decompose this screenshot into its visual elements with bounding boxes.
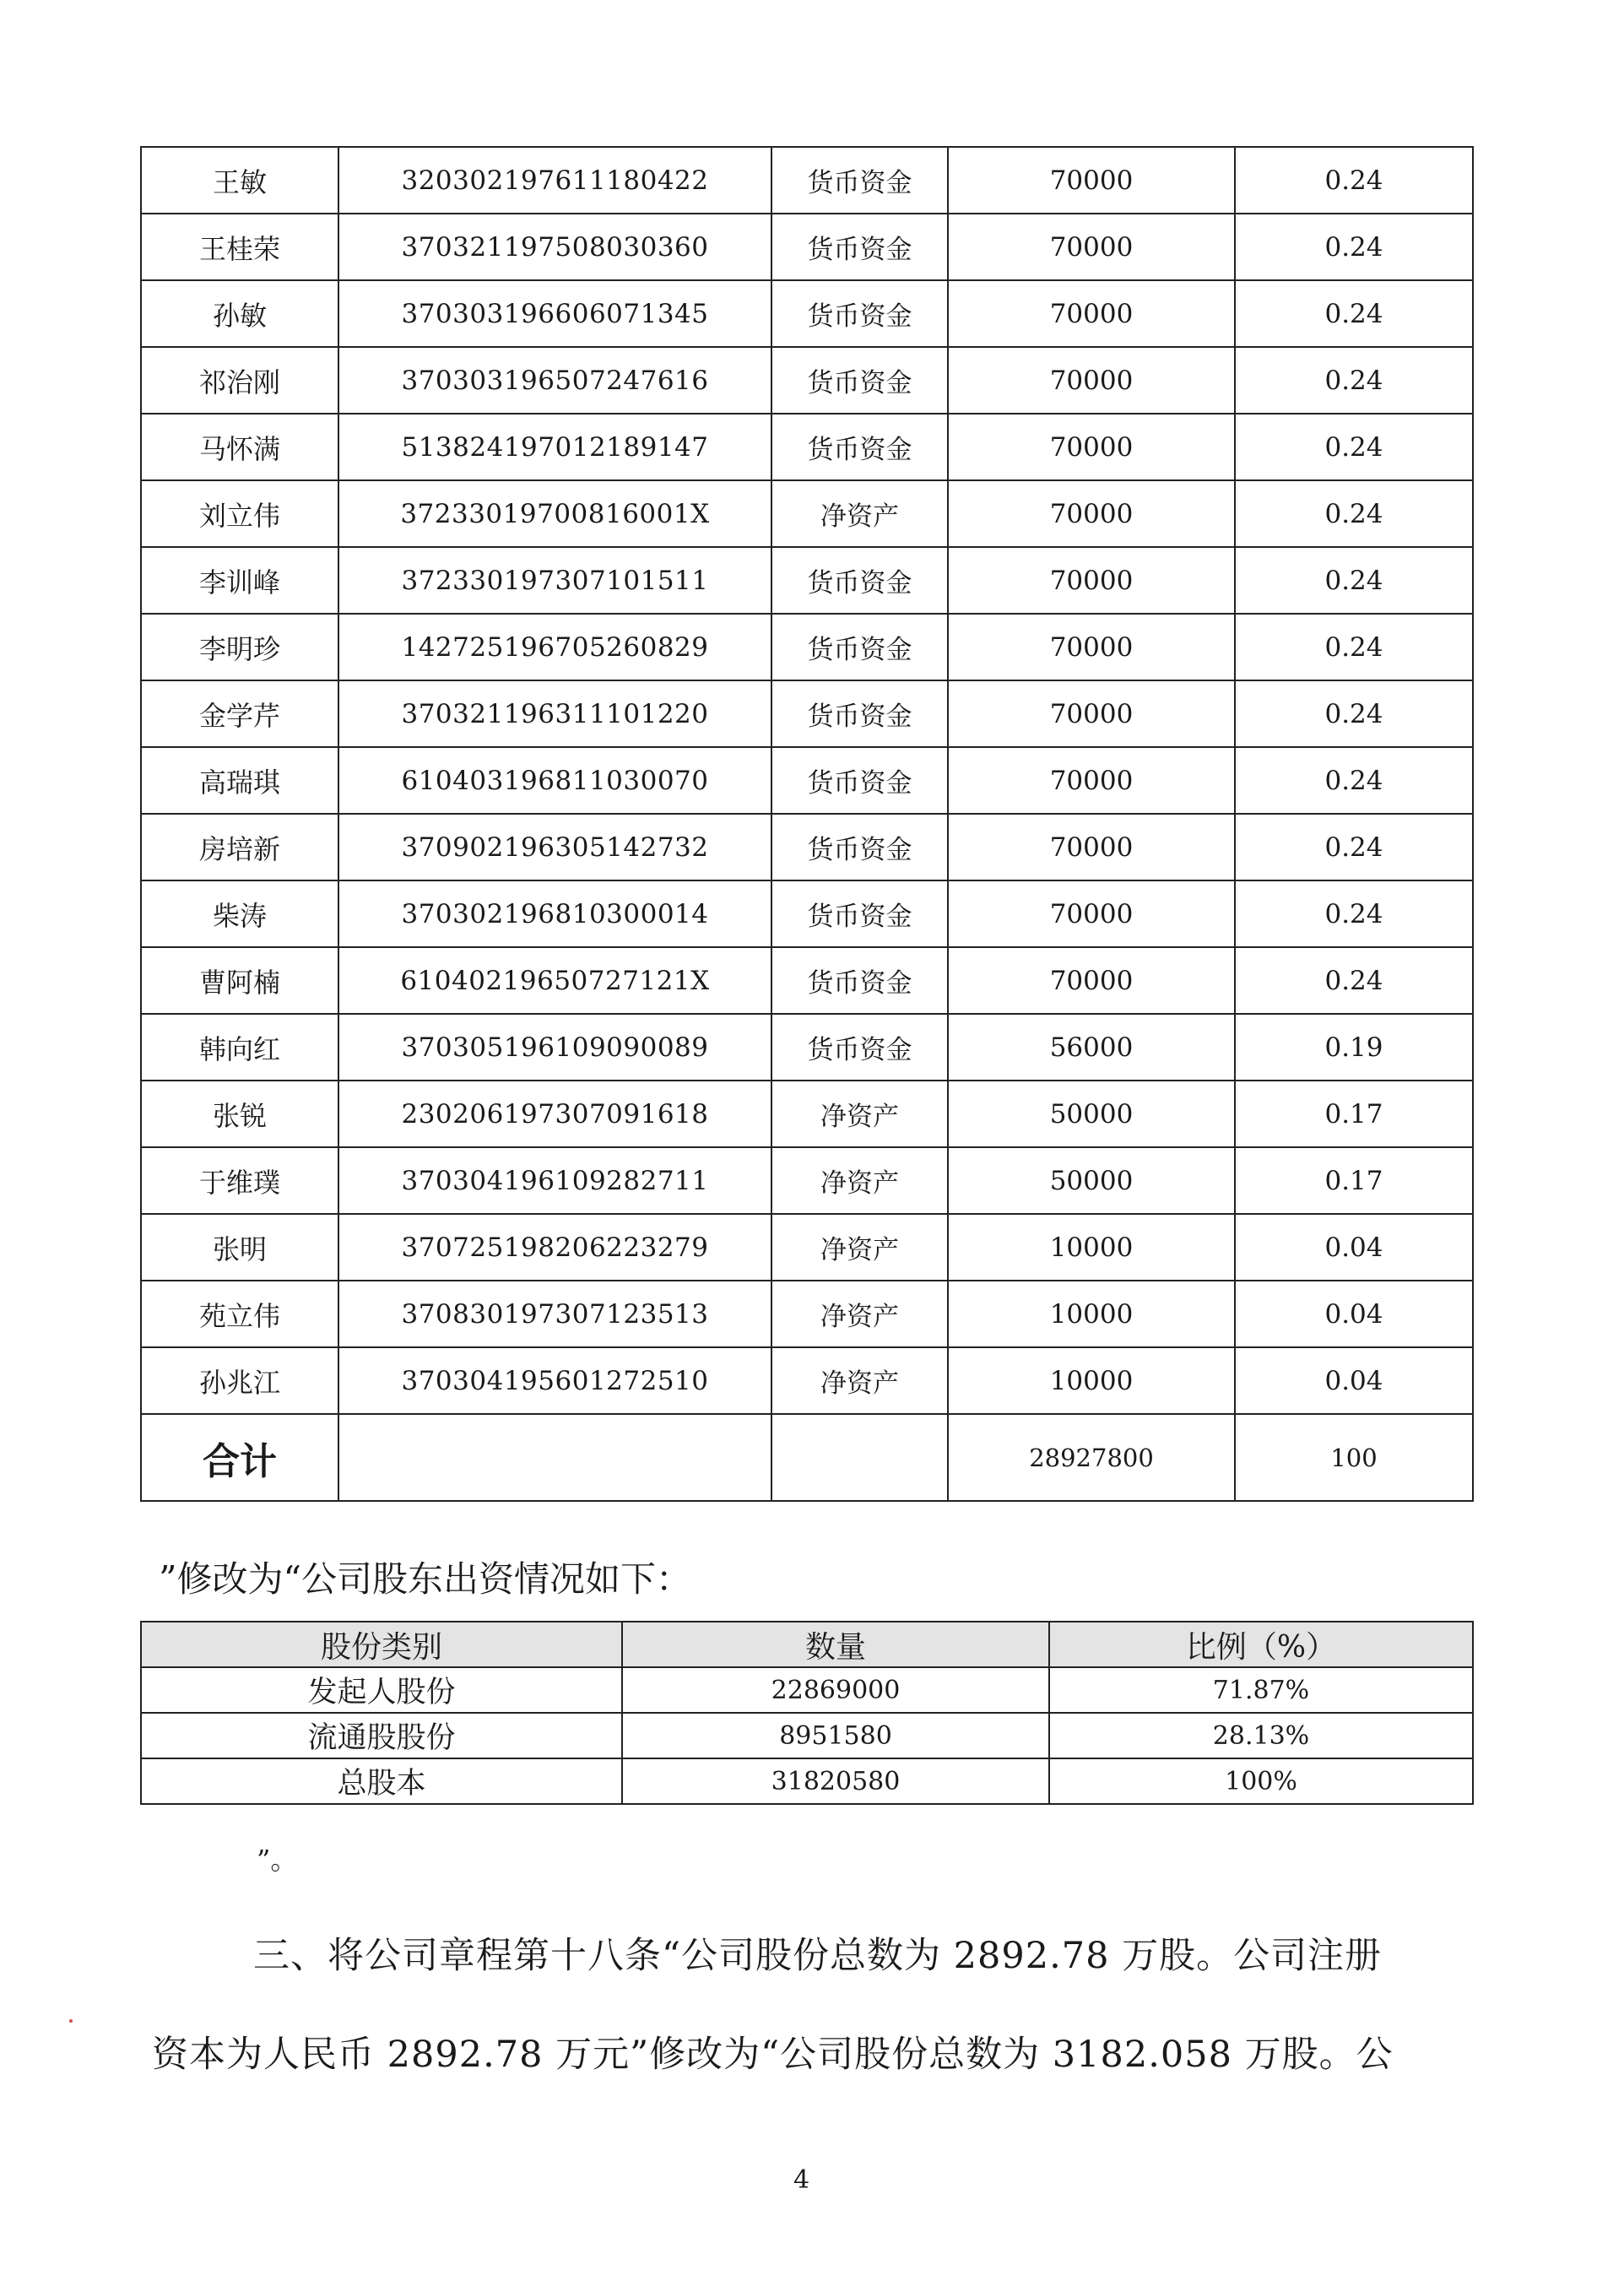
shareholder-id-number: 370304195601272510 bbox=[338, 1347, 771, 1414]
share-count: 70000 bbox=[948, 747, 1235, 814]
shareholder-id-number: 370830197307123513 bbox=[338, 1281, 771, 1347]
contribution-type: 净资产 bbox=[771, 1281, 948, 1347]
shareholder-name: 苑立伟 bbox=[141, 1281, 338, 1347]
shareholder-name: 韩向红 bbox=[141, 1014, 338, 1081]
shareholder-name: 房培新 bbox=[141, 814, 338, 880]
shareholder-name: 金学芹 bbox=[141, 680, 338, 747]
shareholder-name: 李明珍 bbox=[141, 614, 338, 680]
share-ratio: 0.24 bbox=[1235, 480, 1473, 547]
share-count: 70000 bbox=[948, 547, 1235, 614]
share-quantity: 8951580 bbox=[622, 1713, 1049, 1758]
total-row bbox=[141, 1414, 1473, 1501]
shareholder-name: 张明 bbox=[141, 1214, 338, 1281]
contribution-type: 货币资金 bbox=[771, 414, 948, 480]
shareholder-id-number: 370304196109282711 bbox=[338, 1147, 771, 1214]
share-quantity: 31820580 bbox=[622, 1758, 1049, 1804]
shareholder-id-number: 370321196311101220 bbox=[338, 680, 771, 747]
scan-mark bbox=[69, 2019, 73, 2023]
share-ratio: 0.24 bbox=[1235, 747, 1473, 814]
shareholder-id-number: 370725198206223279 bbox=[338, 1214, 771, 1281]
contribution-type: 净资产 bbox=[771, 1147, 948, 1214]
share-count: 70000 bbox=[948, 880, 1235, 947]
shareholder-id-number: 61040219650727121X bbox=[338, 947, 771, 1014]
closing-quote: ”。 bbox=[257, 1844, 298, 1876]
share-quantity: 22869000 bbox=[622, 1667, 1049, 1713]
share-ratio: 0.04 bbox=[1235, 1281, 1473, 1347]
shareholder-id-number: 320302197611180422 bbox=[338, 147, 771, 214]
total-label: 合计 bbox=[141, 1414, 338, 1501]
shareholder-name: 高瑞琪 bbox=[141, 747, 338, 814]
contribution-type: 净资产 bbox=[771, 1081, 948, 1147]
shareholder-table-body bbox=[141, 147, 1473, 1501]
share-count: 70000 bbox=[948, 347, 1235, 414]
share-count: 10000 bbox=[948, 1214, 1235, 1281]
share-ratio: 0.04 bbox=[1235, 1347, 1473, 1414]
share-ratio: 0.24 bbox=[1235, 147, 1473, 214]
shareholder-row bbox=[141, 280, 1473, 347]
share-ratio: 0.24 bbox=[1235, 680, 1473, 747]
share-count: 70000 bbox=[948, 280, 1235, 347]
share-count: 70000 bbox=[948, 214, 1235, 280]
shareholder-id-number: 610403196811030070 bbox=[338, 747, 771, 814]
contribution-type: 货币资金 bbox=[771, 747, 948, 814]
shareholder-row bbox=[141, 880, 1473, 947]
shareholder-name: 王桂荣 bbox=[141, 214, 338, 280]
total-id-empty bbox=[338, 1414, 771, 1501]
share-ratio: 0.24 bbox=[1235, 947, 1473, 1014]
share-ratio: 0.24 bbox=[1235, 614, 1473, 680]
share-count: 70000 bbox=[948, 614, 1235, 680]
share-ratio: 0.24 bbox=[1235, 547, 1473, 614]
share-count: 70000 bbox=[948, 947, 1235, 1014]
share-count: 56000 bbox=[948, 1014, 1235, 1081]
contribution-type: 货币资金 bbox=[771, 680, 948, 747]
share-ratio: 0.04 bbox=[1235, 1214, 1473, 1281]
summary-row bbox=[141, 1667, 1473, 1713]
share-count: 70000 bbox=[948, 814, 1235, 880]
shareholder-row bbox=[141, 1014, 1473, 1081]
shareholder-id-number: 142725196705260829 bbox=[338, 614, 771, 680]
shareholder-row bbox=[141, 414, 1473, 480]
shareholder-name: 曹阿楠 bbox=[141, 947, 338, 1014]
summary-header-ratio: 比例（%） bbox=[1049, 1622, 1473, 1667]
contribution-type: 货币资金 bbox=[771, 1014, 948, 1081]
shareholder-name: 柴涛 bbox=[141, 880, 338, 947]
contribution-type: 货币资金 bbox=[771, 547, 948, 614]
summary-row bbox=[141, 1758, 1473, 1804]
total-type-empty bbox=[771, 1414, 948, 1501]
share-ratio: 0.19 bbox=[1235, 1014, 1473, 1081]
contribution-type: 货币资金 bbox=[771, 880, 948, 947]
share-count: 70000 bbox=[948, 414, 1235, 480]
share-count: 70000 bbox=[948, 147, 1235, 214]
share-count: 50000 bbox=[948, 1147, 1235, 1214]
shareholder-row bbox=[141, 1281, 1473, 1347]
shareholder-name: 于维璞 bbox=[141, 1147, 338, 1214]
paragraph-line-1: 三、将公司章程第十八条“公司股份总数为 2892.78 万股。公司注册 bbox=[253, 1935, 1383, 1977]
total-shares: 28927800 bbox=[948, 1414, 1235, 1501]
shareholder-table bbox=[140, 146, 1474, 1502]
share-ratio: 0.17 bbox=[1235, 1081, 1473, 1147]
shareholder-name: 祁治刚 bbox=[141, 347, 338, 414]
share-ratio: 0.24 bbox=[1235, 214, 1473, 280]
shareholder-row bbox=[141, 147, 1473, 214]
shareholder-row bbox=[141, 214, 1473, 280]
shareholder-id-number: 370303196606071345 bbox=[338, 280, 771, 347]
shareholder-id-number: 370902196305142732 bbox=[338, 814, 771, 880]
shareholder-row bbox=[141, 747, 1473, 814]
share-count: 70000 bbox=[948, 680, 1235, 747]
shareholder-name: 孙敏 bbox=[141, 280, 338, 347]
shareholder-name: 王敏 bbox=[141, 147, 338, 214]
share-percentage: 28.13% bbox=[1049, 1713, 1473, 1758]
shareholder-id-number: 513824197012189147 bbox=[338, 414, 771, 480]
shareholder-row bbox=[141, 547, 1473, 614]
share-percentage: 100% bbox=[1049, 1758, 1473, 1804]
contribution-type: 货币资金 bbox=[771, 814, 948, 880]
summary-header-quantity: 数量 bbox=[622, 1622, 1049, 1667]
summary-row bbox=[141, 1713, 1473, 1758]
share-count: 70000 bbox=[948, 480, 1235, 547]
page-number: 4 bbox=[793, 2165, 810, 2195]
summary-table bbox=[140, 1621, 1474, 1805]
shareholder-id-number: 372330197307101511 bbox=[338, 547, 771, 614]
contribution-type: 净资产 bbox=[771, 1347, 948, 1414]
shareholder-row bbox=[141, 947, 1473, 1014]
share-category: 流通股股份 bbox=[141, 1713, 622, 1758]
shareholder-row bbox=[141, 1347, 1473, 1414]
shareholder-row bbox=[141, 680, 1473, 747]
paragraph-line-2: 资本为人民币 2892.78 万元”修改为“公司股份总数为 3182.058 万股。公 bbox=[152, 2034, 1394, 2076]
shareholder-row bbox=[141, 814, 1473, 880]
contribution-type: 货币资金 bbox=[771, 947, 948, 1014]
shareholder-row bbox=[141, 1214, 1473, 1281]
share-percentage: 71.87% bbox=[1049, 1667, 1473, 1713]
share-count: 10000 bbox=[948, 1347, 1235, 1414]
shareholder-name: 马怀满 bbox=[141, 414, 338, 480]
share-ratio: 0.24 bbox=[1235, 880, 1473, 947]
shareholder-id-number: 370321197508030360 bbox=[338, 214, 771, 280]
shareholder-row bbox=[141, 1147, 1473, 1214]
share-category: 发起人股份 bbox=[141, 1667, 622, 1713]
shareholder-row bbox=[141, 1081, 1473, 1147]
summary-header-category: 股份类别 bbox=[141, 1622, 622, 1667]
share-ratio: 0.24 bbox=[1235, 347, 1473, 414]
share-count: 50000 bbox=[948, 1081, 1235, 1147]
summary-table-body bbox=[141, 1622, 1473, 1804]
total-ratio: 100 bbox=[1235, 1414, 1473, 1501]
share-ratio: 0.24 bbox=[1235, 414, 1473, 480]
shareholder-name: 刘立伟 bbox=[141, 480, 338, 547]
contribution-type: 货币资金 bbox=[771, 147, 948, 214]
contribution-type: 货币资金 bbox=[771, 347, 948, 414]
share-count: 10000 bbox=[948, 1281, 1235, 1347]
share-ratio: 0.24 bbox=[1235, 280, 1473, 347]
contribution-type: 净资产 bbox=[771, 1214, 948, 1281]
shareholder-name: 张锐 bbox=[141, 1081, 338, 1147]
shareholder-id-number: 230206197307091618 bbox=[338, 1081, 771, 1147]
contribution-type: 货币资金 bbox=[771, 614, 948, 680]
contribution-type: 净资产 bbox=[771, 480, 948, 547]
contribution-type: 货币资金 bbox=[771, 214, 948, 280]
shareholder-id-number: 37233019700816001X bbox=[338, 480, 771, 547]
shareholder-name: 孙兆江 bbox=[141, 1347, 338, 1414]
shareholder-id-number: 370303196507247616 bbox=[338, 347, 771, 414]
shareholder-row bbox=[141, 480, 1473, 547]
intro-text: ”修改为“公司股东出资情况如下： bbox=[159, 1558, 691, 1600]
shareholder-id-number: 370305196109090089 bbox=[338, 1014, 771, 1081]
share-category: 总股本 bbox=[141, 1758, 622, 1804]
shareholder-id-number: 370302196810300014 bbox=[338, 880, 771, 947]
shareholder-name: 李训峰 bbox=[141, 547, 338, 614]
share-ratio: 0.24 bbox=[1235, 814, 1473, 880]
contribution-type: 货币资金 bbox=[771, 280, 948, 347]
shareholder-row bbox=[141, 614, 1473, 680]
shareholder-row bbox=[141, 347, 1473, 414]
summary-header-row bbox=[141, 1622, 1473, 1667]
share-ratio: 0.17 bbox=[1235, 1147, 1473, 1214]
